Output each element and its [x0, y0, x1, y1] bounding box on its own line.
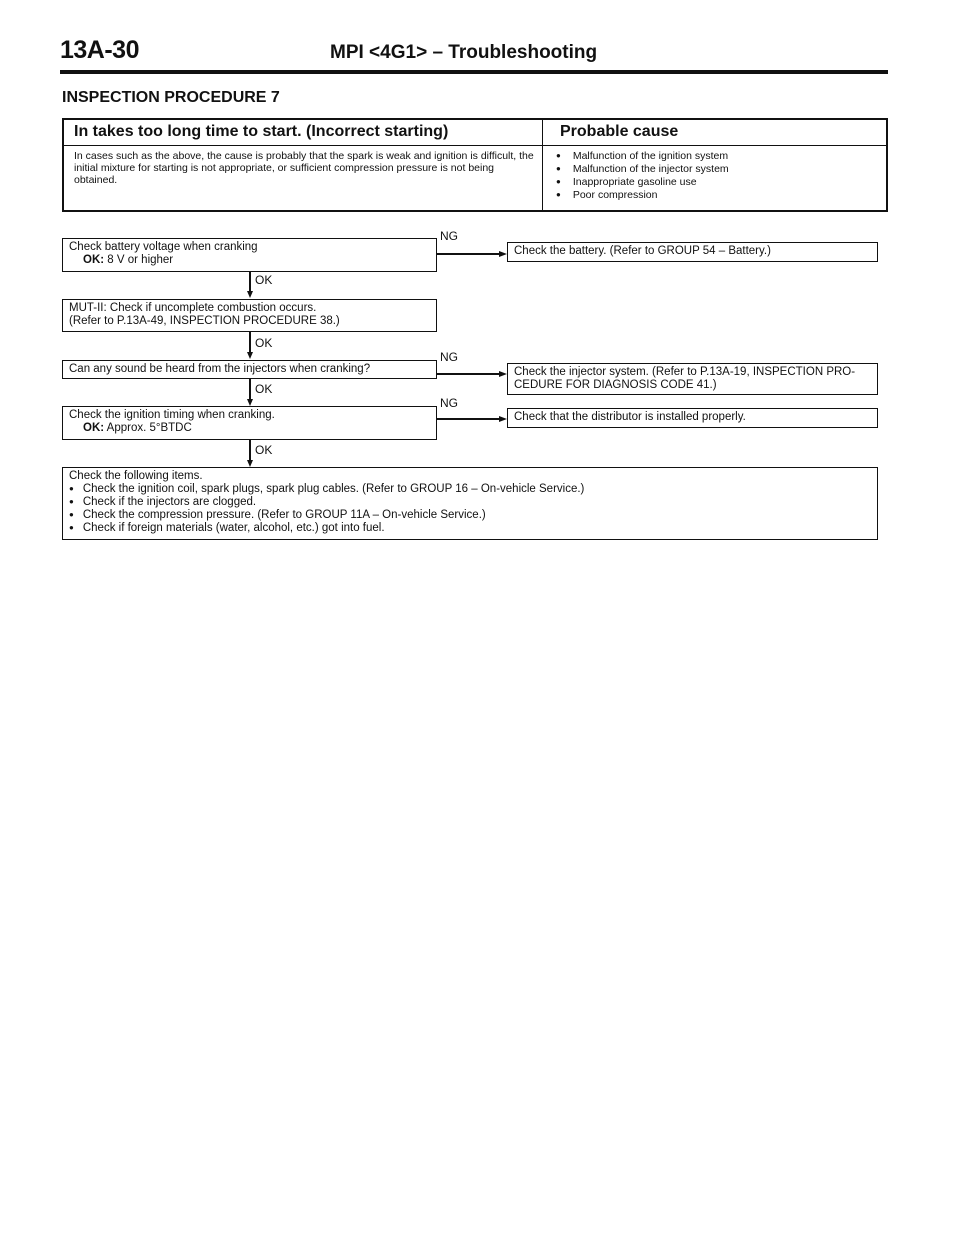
ok-label: OK [255, 273, 273, 287]
ng-action-reference: CEDURE FOR DIAGNOSIS CODE 41.) [514, 379, 717, 391]
ok-connector [249, 332, 251, 353]
ng-connector [437, 373, 499, 375]
step-battery-voltage [62, 238, 437, 272]
table-header-divider [64, 145, 886, 146]
final-check-items [62, 467, 878, 540]
ng-arrow [499, 251, 507, 257]
ng-label: NG [440, 229, 458, 243]
ok-label: OK [255, 382, 273, 396]
step-text: Can any sound be heard from the injectors when cranking? [69, 363, 371, 375]
ok-connector [249, 379, 251, 399]
final-check-item: ● Check if foreign materials (water, alcohol, etc.) got into fuel. [69, 522, 871, 535]
final-check-title: Check the following items. [69, 470, 203, 482]
ok-label: OK [255, 443, 273, 457]
ng-action-text: Check the injector system. (Refer to P.13A-19, INSPECTION PRO- [514, 366, 856, 378]
step-ignition-timing [62, 406, 437, 440]
ok-label: OK [255, 336, 273, 350]
step-text: Check the ignition timing when cranking. [69, 409, 275, 421]
ng-action-distributor [507, 408, 878, 428]
step-text: MUT-II: Check if uncomplete combustion occurs. [69, 302, 317, 314]
ng-connector [437, 418, 499, 420]
ng-arrow [499, 371, 507, 377]
header-rule [60, 70, 888, 74]
section-title: INSPECTION PROCEDURE 7 [62, 89, 280, 106]
step-reference: (Refer to P.13A-49, INSPECTION PROCEDURE 38.) [69, 315, 340, 327]
probable-cause-header: Probable cause [560, 123, 679, 140]
step-text: Check battery voltage when cranking [69, 241, 258, 253]
ok-arrow [247, 291, 253, 298]
ok-criteria: Approx. 5°BTDC [106, 422, 192, 434]
ng-arrow [499, 416, 507, 422]
ng-action-injector [507, 363, 878, 395]
ng-action-text: Check the battery. (Refer to GROUP 54 – Battery.) [514, 245, 771, 257]
probable-cause-item: ● Poor compression [556, 189, 729, 202]
ok-arrow [247, 352, 253, 359]
step-injector-sound [62, 360, 437, 379]
page-code: 13A-30 [60, 36, 139, 64]
ok-connector [249, 272, 251, 291]
symptom-description: In cases such as the above, the cause is probably that the spark is weak and ignition is difficult, the initial mixture for starting is not appropriate, or sufficient compression pressure is not being obtained. [74, 150, 534, 186]
ok-criteria: 8 V or higher [107, 254, 174, 266]
final-check-item: ● Check if the injectors are clogged. [69, 496, 871, 509]
ok-arrow [247, 399, 253, 406]
probable-cause-item: ● Inappropriate gasoline use [556, 176, 729, 189]
ng-label: NG [440, 350, 458, 364]
final-check-item: ● Check the ignition coil, spark plugs, spark plug cables. (Refer to GROUP 16 – On-vehicle Service.) [69, 483, 871, 496]
symptom-header: In takes too long time to start. (Incorrect starting) [74, 123, 449, 140]
table-column-divider [542, 120, 543, 210]
ng-connector [437, 253, 499, 255]
probable-cause-list [556, 150, 729, 202]
ok-connector [249, 440, 251, 461]
page-title: MPI <4G1> – Troubleshooting [330, 42, 598, 63]
ng-action-text: Check that the distributor is installed properly. [514, 411, 746, 423]
ok-arrow [247, 460, 253, 467]
final-check-list [69, 483, 871, 535]
step-mut-check [62, 299, 437, 332]
probable-cause-item: ● Malfunction of the ignition system [556, 150, 729, 163]
probable-cause-item: ● Malfunction of the injector system [556, 163, 729, 176]
ng-label: NG [440, 396, 458, 410]
ng-action-battery [507, 242, 878, 262]
ok-key: OK: [83, 254, 105, 266]
cause-table [62, 118, 888, 212]
ok-key: OK: [83, 422, 105, 434]
final-check-item: ● Check the compression pressure. (Refer to GROUP 11A – On-vehicle Service.) [69, 509, 871, 522]
